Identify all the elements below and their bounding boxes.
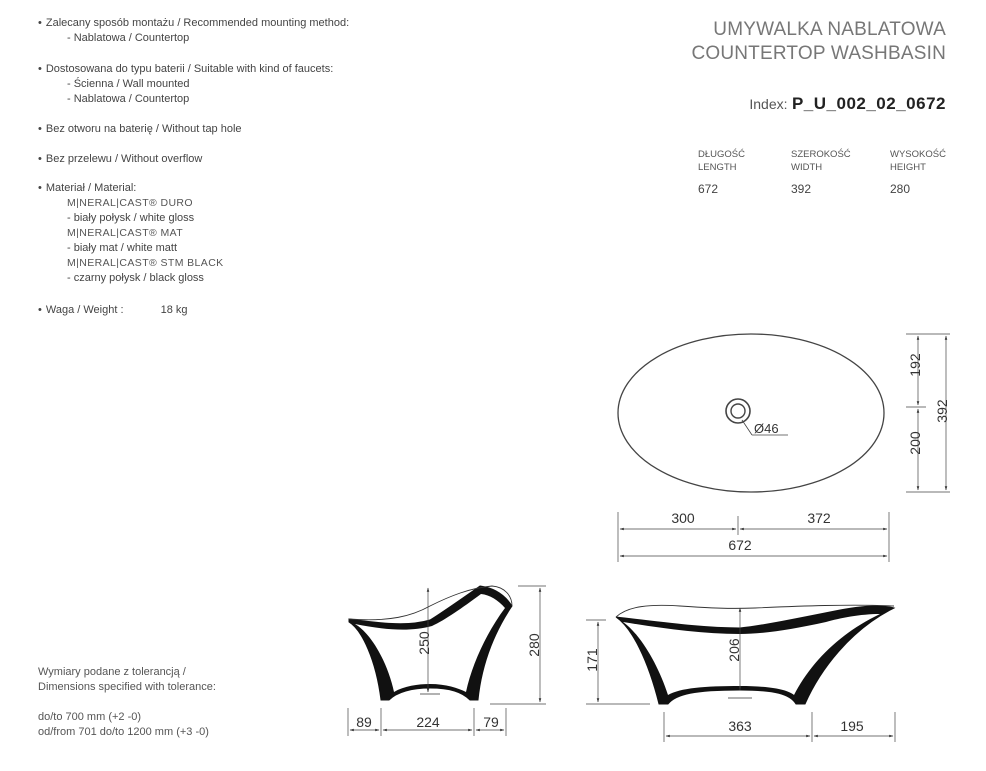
dim-89: 89: [356, 714, 372, 730]
width-header-pl: SZEROKOŚĆ: [791, 149, 851, 160]
index-label: Index:: [749, 96, 788, 112]
height-header-pl: WYSOKOŚĆ: [890, 149, 946, 160]
drain-diameter-label: Ø46: [754, 421, 779, 436]
material3-finish: - czarny połysk / black gloss: [67, 272, 204, 284]
length-value: 672: [698, 182, 719, 196]
dim-392: 392: [934, 399, 950, 423]
side-view: [348, 586, 546, 736]
dim-250: 250: [416, 631, 432, 655]
height-value: 280: [890, 182, 911, 196]
length-header-pl: DŁUGOŚĆ: [698, 149, 745, 160]
dim-300: 300: [671, 510, 695, 526]
mounting-value: - Nablatowa / Countertop: [67, 32, 190, 44]
material-label: • Materiał / Material:: [38, 181, 224, 196]
title-english: COUNTERTOP WASHBASIN: [691, 43, 946, 64]
faucet-value-wall: - Ścienna / Wall mounted: [67, 78, 190, 90]
overflow-spec: • Bez przelewu / Without overflow: [38, 152, 202, 167]
dim-363: 363: [728, 718, 752, 734]
dim-224: 224: [416, 714, 440, 730]
tolerance-line1: Wymiary podane z tolerancją /: [38, 666, 186, 678]
weight-label: • Waga / Weight :: [38, 304, 124, 316]
material3-name: M|NERAL|CAST® STM BLACK: [67, 257, 224, 269]
faucet-value-countertop: - Nablatowa / Countertop: [67, 93, 190, 105]
width-value: 392: [791, 182, 812, 196]
material1-finish: - biały połysk / white gloss: [67, 212, 195, 224]
dim-171: 171: [584, 648, 600, 672]
dim-672: 672: [728, 537, 752, 553]
material2-finish: - biały mat / white matt: [67, 242, 178, 254]
dim-192: 192: [907, 353, 923, 377]
drain-inner: [731, 404, 745, 418]
dim-195: 195: [840, 718, 864, 734]
material2-name: M|NERAL|CAST® MAT: [67, 227, 184, 239]
top-view: [618, 334, 950, 562]
title-polish: UMYWALKA NABLATOWA: [713, 19, 946, 40]
top-view-outline: [618, 334, 884, 492]
weight-value: 18 kg: [160, 304, 188, 316]
dim-206: 206: [726, 638, 742, 662]
index-value: P_U_002_02_0672: [791, 94, 946, 113]
dim-372: 372: [807, 510, 831, 526]
dim-200: 200: [907, 431, 923, 455]
length-header-en: LENGTH: [698, 162, 737, 173]
material1-name: M|NERAL|CAST® DURO: [67, 197, 193, 209]
tolerance-line3: do/to 700 mm (+2 -0): [38, 711, 142, 723]
tolerance-line4: od/from 701 do/to 1200 mm (+3 -0): [38, 726, 209, 738]
mounting-label: • Zalecany sposób montażu / Recommended mounting method:: [38, 16, 349, 31]
drain-outer: [726, 399, 750, 423]
width-header-en: WIDTH: [791, 162, 823, 173]
dim-280: 280: [526, 633, 542, 657]
tolerance-line2: Dimensions specified with tolerance:: [38, 681, 216, 693]
tap-hole-spec: • Bez otworu na baterię / Without tap hole: [38, 122, 242, 137]
dim-79: 79: [483, 714, 499, 730]
height-header-en: HEIGHT: [890, 162, 926, 173]
faucet-label: • Dostosowana do typu baterii / Suitable with kind of faucets:: [38, 62, 333, 77]
